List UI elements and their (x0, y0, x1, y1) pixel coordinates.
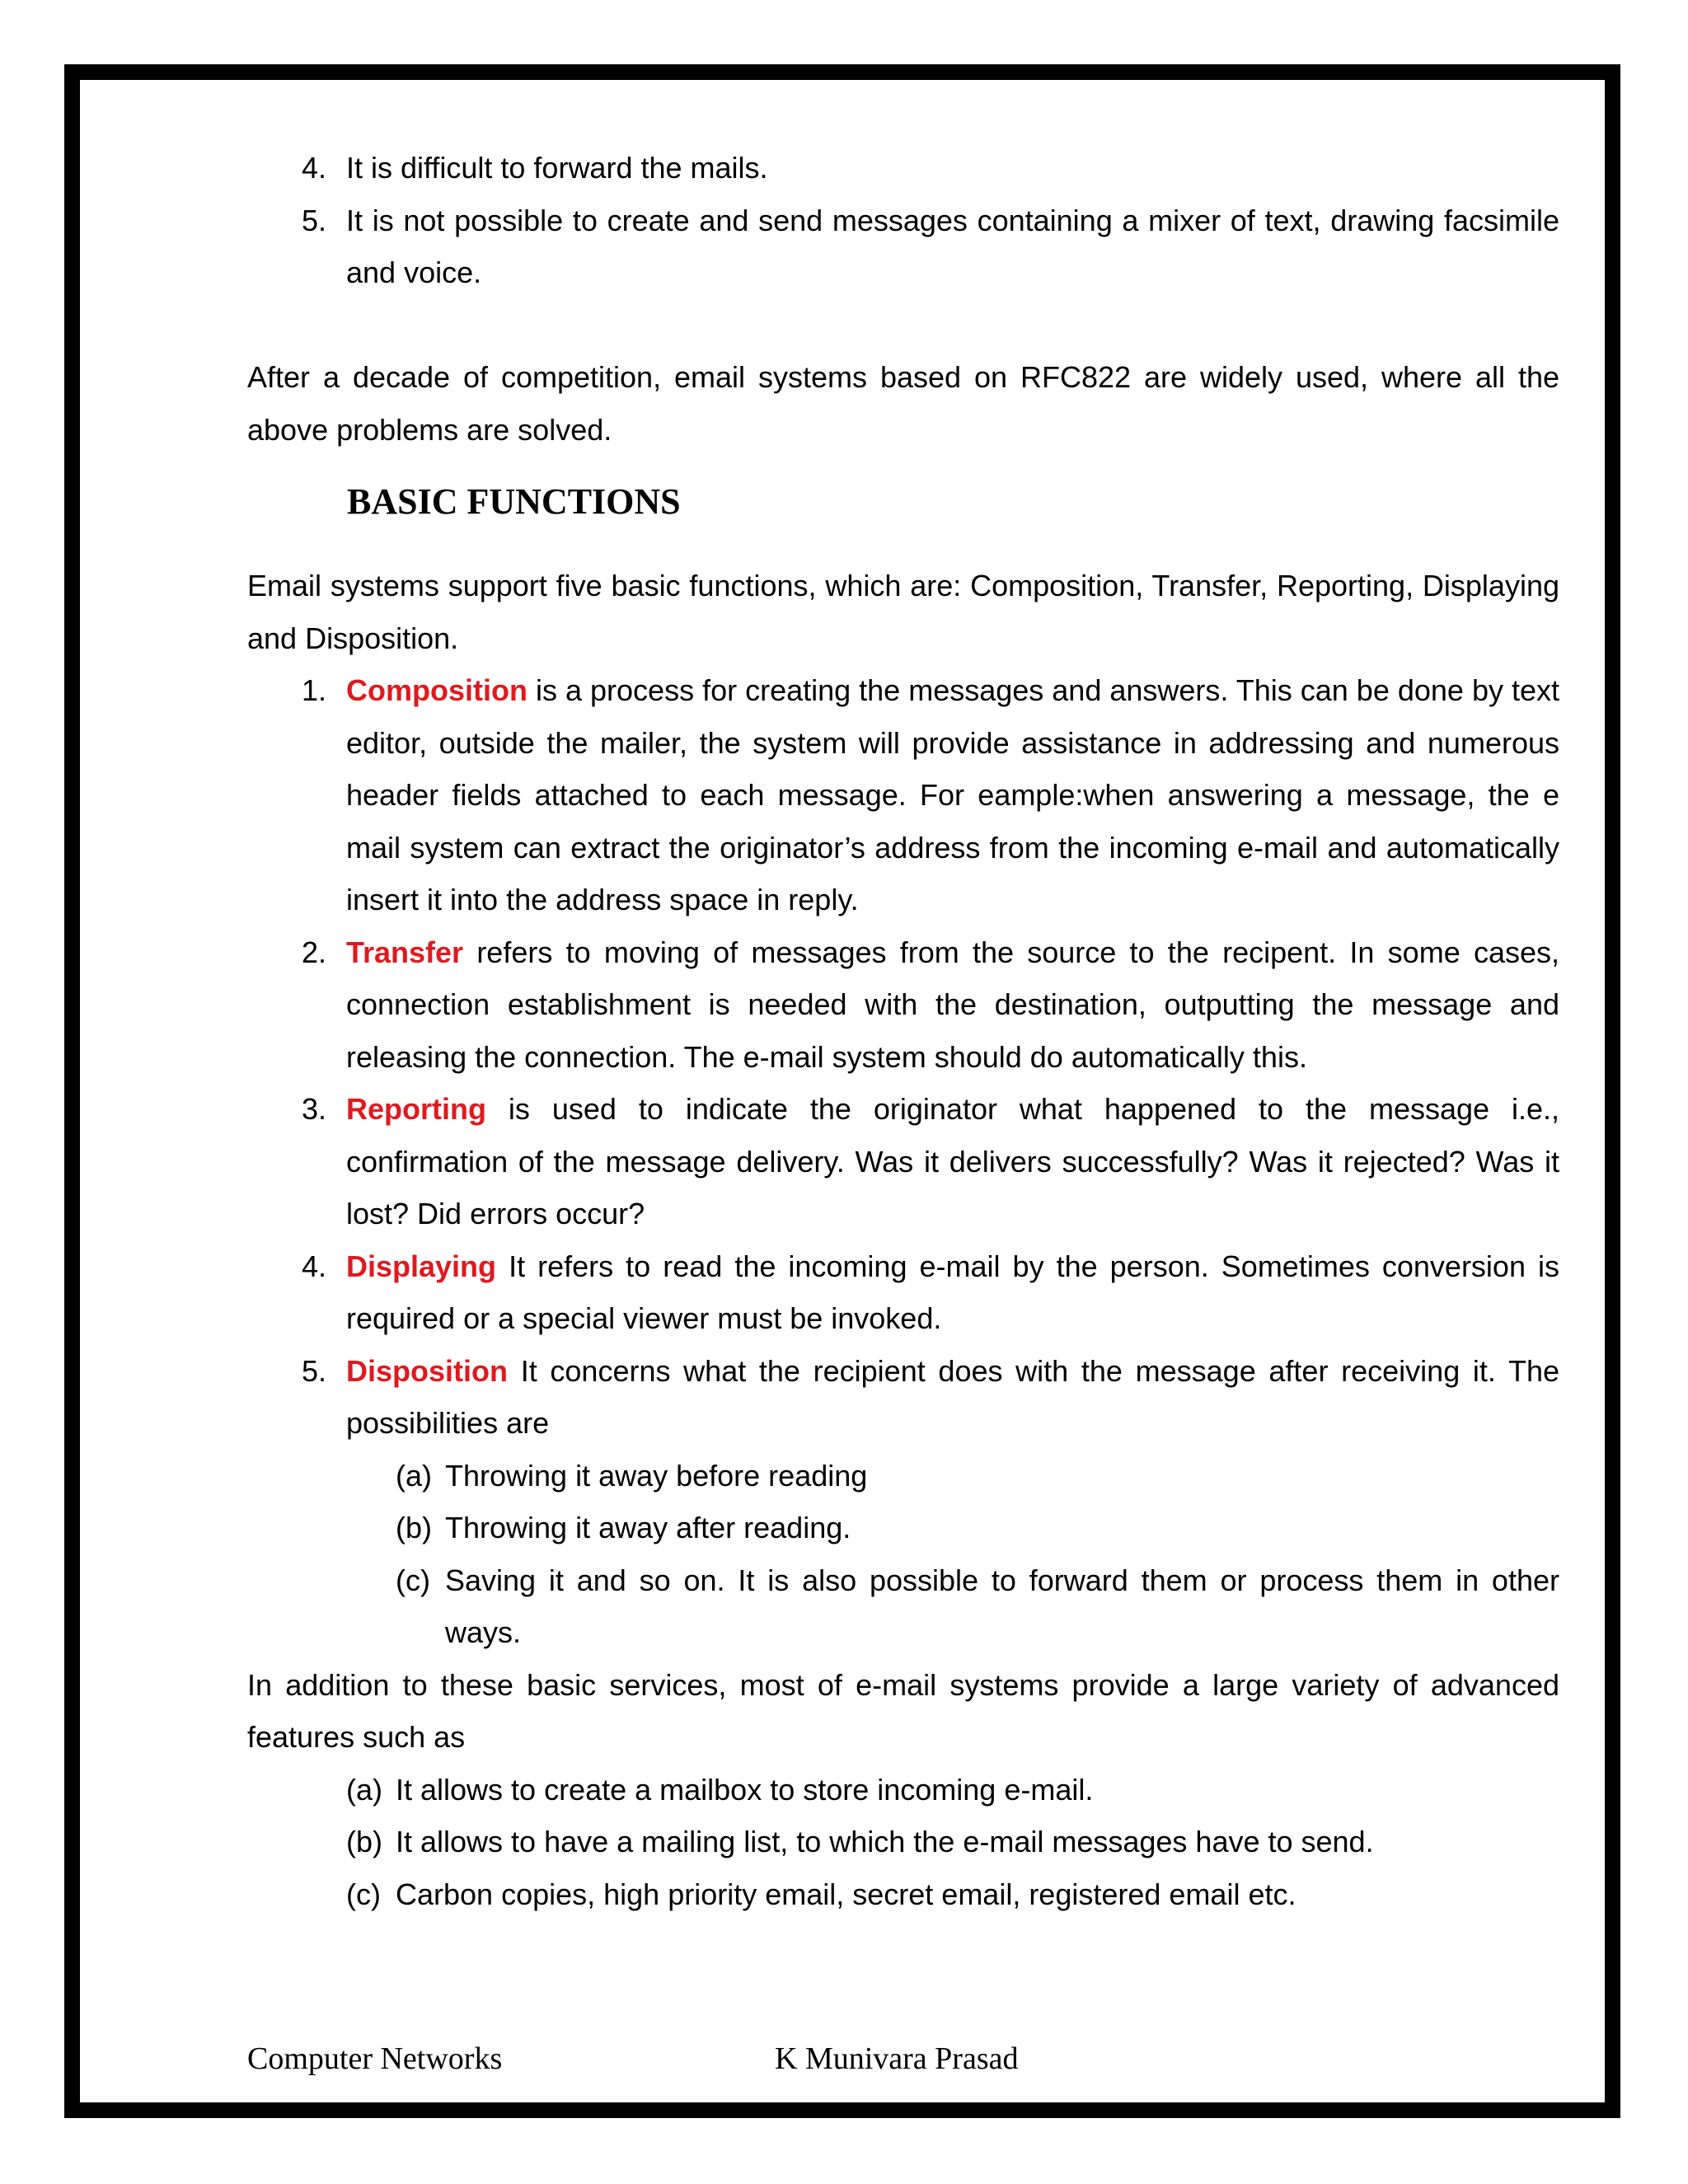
function-term: Transfer (346, 935, 464, 969)
function-description: is a process for creating the messages and answers. This can be done by text editor, outside the mailer, the system will provide assistance in addressing and numerous header fields attached to each message. For eample:when answering a message, the e mail system can extract the originator’s address from the incoming e-mail and automatically insert it into the address space in reply. (346, 673, 1559, 916)
list-item (247, 1764, 1559, 1816)
list-item (247, 1816, 1559, 1868)
list-item (247, 142, 1559, 194)
list-text: It allows to have a mailing list, to which the e-mail messages have to send. (396, 1825, 1374, 1858)
advanced-features-list (247, 1764, 1559, 1921)
intro-paragraph: After a decade of competition, email systems based on RFC822 are widely used, where all the above problems are solved. (247, 360, 1559, 447)
page-content (247, 142, 1559, 1920)
function-description: It refers to read the incoming e-mail by the person. Sometimes conversion is required or a special viewer must be invoked. (346, 1249, 1559, 1335)
list-number: 2. (301, 935, 326, 969)
list-text: It is difficult to forward the mails. (346, 151, 768, 185)
list-item (247, 194, 1559, 299)
function-item-transfer (247, 926, 1559, 1084)
list-letter: (b) (396, 1511, 432, 1544)
list-text: Throwing it away after reading. (445, 1511, 851, 1544)
function-description: It concerns what the recipient does with the message after receiving it. The possibilities are (346, 1353, 1559, 1440)
advanced-intro: In addition to these basic services, most of e-mail systems provide a large variety of advanced features such as (247, 1667, 1559, 1754)
function-item-displaying (247, 1240, 1559, 1345)
list-number: 5. (301, 1353, 326, 1388)
continued-problem-list (247, 142, 1559, 299)
function-item-reporting (247, 1083, 1559, 1240)
function-item-disposition (247, 1345, 1559, 1450)
list-item (247, 1868, 1559, 1921)
list-number: 5. (301, 203, 326, 237)
function-description: is used to indicate the originator what happened to the message i.e., confirmation of the message delivery. Was it delivers successfully? Was it rejected? Was it lost? Did errors occur? (346, 1092, 1559, 1230)
list-letter: (c) (346, 1877, 381, 1911)
list-item (247, 1502, 1559, 1554)
function-term: Reporting (346, 1092, 486, 1126)
section-heading: BASIC FUNCTIONS (347, 481, 681, 522)
list-letter: (a) (346, 1772, 382, 1807)
list-text: Carbon copies, high priority email, secret email, registered email etc. (396, 1877, 1296, 1911)
function-term: Composition (346, 673, 528, 707)
list-number: 4. (301, 151, 326, 185)
footer-author: K Munivara Prasad (775, 2041, 1019, 2076)
list-letter: (b) (346, 1825, 382, 1858)
list-number: 4. (301, 1249, 326, 1283)
function-term: Disposition (346, 1353, 508, 1388)
functions-intro: Email systems support five basic functions, which are: Composition, Transfer, Reporting, Displaying and Disposition. (247, 569, 1559, 655)
functions-list (247, 664, 1559, 1450)
list-item (247, 1554, 1559, 1659)
list-number: 1. (301, 673, 326, 707)
footer-course-title: Computer Networks (247, 2041, 503, 2076)
function-description: refers to moving of messages from the source to the recipent. In some cases, connection establishment is needed with the destination, outputting the message and releasing the connection. The e-mail system should do automatically this. (346, 935, 1559, 1074)
list-item (247, 1450, 1559, 1502)
list-text: Saving it and so on. It is also possible to forward them or process them in other ways. (445, 1563, 1559, 1649)
function-term: Displaying (346, 1249, 497, 1283)
list-text: It allows to create a mailbox to store incoming e-mail. (396, 1772, 1094, 1807)
function-item-composition (247, 664, 1559, 926)
list-letter: (a) (396, 1458, 432, 1493)
list-text: It is not possible to create and send messages containing a mixer of text, drawing facsimile and voice. (346, 203, 1559, 289)
disposition-options-list (247, 1450, 1559, 1659)
list-number: 3. (301, 1092, 326, 1126)
list-letter: (c) (396, 1563, 430, 1597)
list-text: Throwing it away before reading (445, 1458, 868, 1493)
